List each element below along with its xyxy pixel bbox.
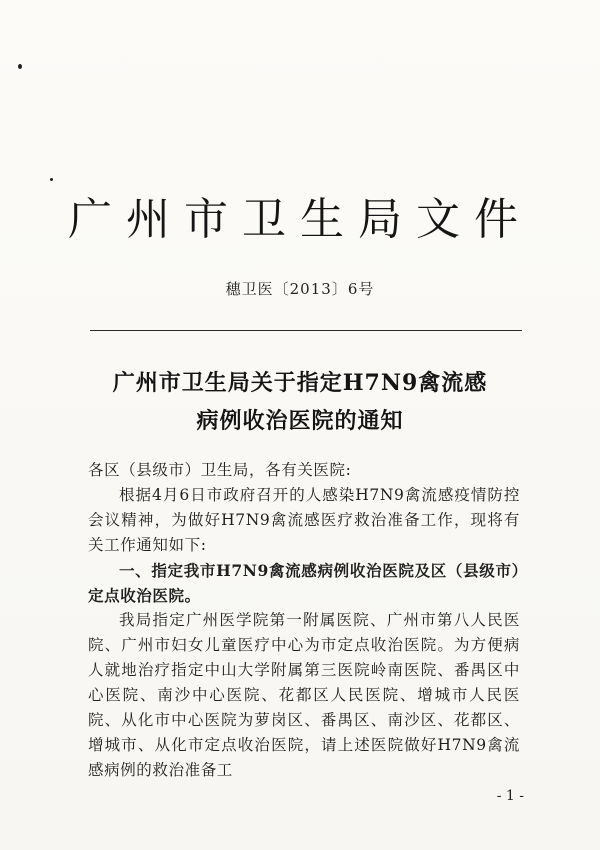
notice-title [0, 364, 600, 440]
header-divider [90, 330, 522, 331]
notice-title-line-2: 病例收治医院的通知 [196, 408, 404, 434]
intro-paragraph: 根据4月6日市政府召开的人感染H7N9禽流感疫情防控会议精神，为做好H7N9禽流感医疗救治准备工作，现将有关工作通知如下: [88, 486, 520, 554]
section-heading-1: 一、指定我市H7N9禽流感病例收治医院及区（县级市）定点收治医院。 [88, 561, 520, 605]
salutation: 各区（县级市）卫生局，各有关医院: [88, 461, 352, 479]
document-header-title: 广州市卫生局文件 [68, 194, 532, 245]
notice-title-line-1: 广州市卫生局关于指定H7N9禽流感 [112, 370, 488, 396]
scan-speck [18, 64, 22, 69]
hospitals-paragraph: 我局指定广州医学院第一附属医院、广州市第八人民医院、广州市妇女儿童医疗中心为市定点收治医院。为方便病人就地治疗指定中山大学附属第三医院岭南医院、番禺区中心医院、南沙中心医院、花都区人民医院、增城市人民医院、从化市中心医院为萝岗区、番禺区、南沙区、花都区、增城市、从化市定点收治医院，请上述医院做好H7N9禽流感病例的救治准备工 [88, 611, 520, 779]
notice-body [88, 458, 520, 783]
page-number: - 1 - [496, 788, 524, 804]
document-number: 穗卫医〔2013〕6号 [225, 280, 375, 298]
scan-speck [50, 178, 53, 181]
